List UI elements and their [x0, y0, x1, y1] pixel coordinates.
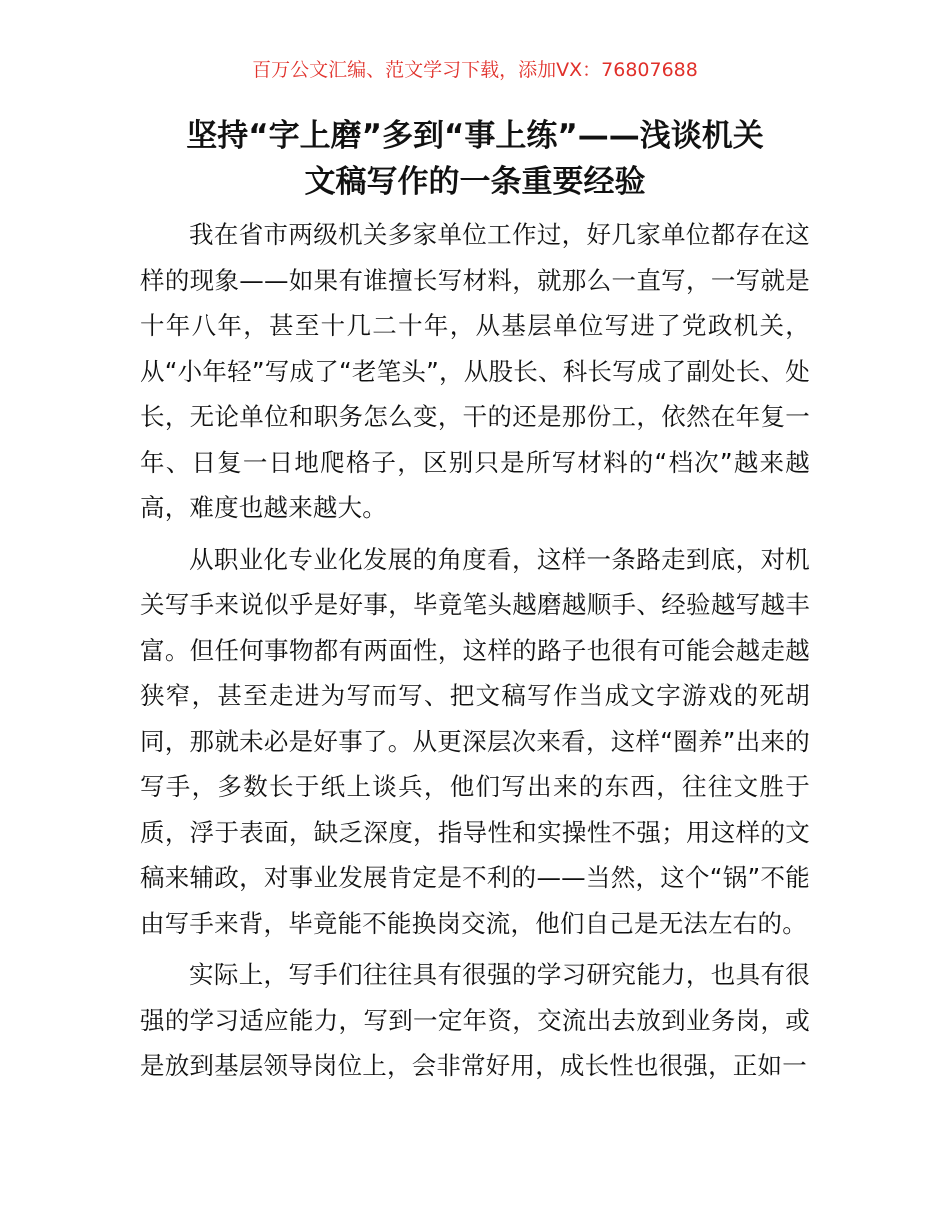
paragraph-1: 我在省市两级机关多家单位工作过，好几家单位都存在这样的现象——如果有谁擅长写材料，就那么一直写，一写就是十年八年，甚至十几二十年，从基层单位写进了党政机关，从“小年轻”写成了“老笔头”，从股长、科长写成了副处长、处长，无论单位和职务怎么变，干的还是那份工，依然在年复一年、日复一日地爬格子，区别只是所写材料的“档次”越来越高，难度也越来越大。	[140, 220, 810, 522]
paragraph-2: 从职业化专业化发展的角度看，这样一条路走到底，对机关写手来说似乎是好事，毕竟笔头越磨越顺手、经验越写越丰富。但任何事物都有两面性，这样的路子也很有可能会越走越狭窄，甚至走进为写而写、把文稿写作当成文字游戏的死胡同，那就未必是好事了。从更深层次来看，这样“圈养”出来的写手，多数长于纸上谈兵，他们写出来的东西，往往文胜于质，浮于表面，缺乏深度，指导性和实操性不强；用这样的文稿来辅政，对事业发展肯定是不利的——当然，这个“锅”不能由写手来背，毕竟能不能换岗交流，他们自己是无法左右的。	[140, 544, 810, 938]
document-title	[130, 113, 820, 205]
header-promo-note: 百万公文汇编、范文学习下载，添加VX：76807688	[252, 59, 698, 81]
document-title-line-1: 坚持“字上磨”多到“事上练”——浅谈机关	[186, 118, 764, 154]
paragraph-3: 实际上，写手们往往具有很强的学习研究能力，也具有很强的学习适应能力，写到一定年资，交流出去放到业务岗，或是放到基层领导岗位上，会非常好用，成长性也很强，正如一	[140, 960, 810, 1080]
document-body	[140, 212, 810, 1095]
document-title-line-2: 文稿写作的一条重要经验	[304, 164, 646, 200]
